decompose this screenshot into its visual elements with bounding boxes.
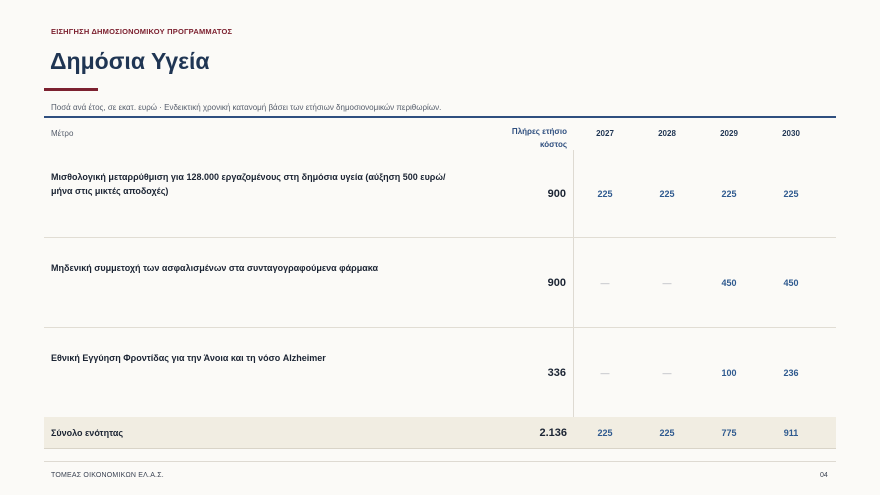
row-year-2029: 225 bbox=[721, 188, 737, 199]
total-year-2030: 911 bbox=[783, 427, 799, 438]
budget-table bbox=[44, 116, 836, 449]
title-accent-rule bbox=[44, 88, 98, 91]
row-year-2028: 225 bbox=[659, 188, 675, 199]
row-year-2028: — bbox=[662, 277, 672, 288]
header-measure: Μέτρο bbox=[51, 129, 74, 138]
table-header-row bbox=[44, 118, 836, 150]
table-total-row bbox=[44, 417, 836, 449]
header-year-2029: 2029 bbox=[720, 129, 738, 138]
total-label: Σύνολο ενότητας bbox=[51, 428, 124, 438]
footer-organization: ΤΟΜΕΑΣ ΟΙΚΟΝΟΜΙΚΩΝ ΕΛ.Α.Σ. bbox=[51, 472, 164, 479]
header-year-2027: 2027 bbox=[596, 129, 614, 138]
row-year-2027: — bbox=[600, 277, 610, 288]
row-measure: Μηδενική συμμετοχή των ασφαλισμένων στα συνταγογραφούμενα φάρμακα bbox=[51, 263, 379, 273]
row-full-cost: 336 bbox=[504, 328, 574, 417]
total-year-2028: 225 bbox=[659, 427, 675, 438]
row-full-cost: 900 bbox=[504, 150, 574, 237]
row-year-2027: — bbox=[600, 367, 610, 378]
row-year-2030: 236 bbox=[783, 367, 799, 378]
row-measure: Μισθολογική μεταρρύθμιση για 128.000 εργαζομένους στη δημόσια υγεία (αύξηση 500 ευρώ/μήνα στις μικτές αποδοχές) bbox=[51, 172, 446, 196]
footer-rule bbox=[44, 461, 836, 462]
table-row bbox=[44, 328, 836, 417]
header-year-2028: 2028 bbox=[658, 129, 676, 138]
eyebrow-label: ΕΙΣΗΓΗΣΗ ΔΗΜΟΣΙΟΝΟΜΙΚΟΥ ΠΡΟΓΡΑΜΜΑΤΟΣ bbox=[51, 27, 233, 36]
row-year-2027: 225 bbox=[597, 188, 613, 199]
page-subtitle: Ποσά ανά έτος, σε εκατ. ευρώ · Ενδεικτική χρονική κατανομή βάσει των ετήσιων δημοσιονομικών περιθωρίων. bbox=[51, 103, 442, 112]
row-measure: Εθνική Εγγύηση Φροντίδας για την Άνοια και τη νόσο Alzheimer bbox=[51, 353, 326, 363]
page-title: Δημόσια Υγεία bbox=[50, 48, 210, 74]
row-year-2030: 225 bbox=[783, 188, 799, 199]
total-year-2029: 775 bbox=[721, 427, 737, 438]
table-row bbox=[44, 238, 836, 328]
total-year-2027: 225 bbox=[597, 427, 613, 438]
header-year-2030: 2030 bbox=[782, 129, 800, 138]
row-year-2028: — bbox=[662, 367, 672, 378]
row-year-2029: 450 bbox=[721, 277, 737, 288]
table-row bbox=[44, 150, 836, 238]
row-year-2029: 100 bbox=[721, 367, 737, 378]
total-full-cost: 2.136 bbox=[539, 426, 567, 439]
page-number: 04 bbox=[820, 472, 828, 479]
header-full-cost: Πλήρες ετήσιο κόστος bbox=[511, 127, 567, 149]
row-year-2030: 450 bbox=[783, 277, 799, 288]
row-full-cost: 900 bbox=[504, 238, 574, 327]
